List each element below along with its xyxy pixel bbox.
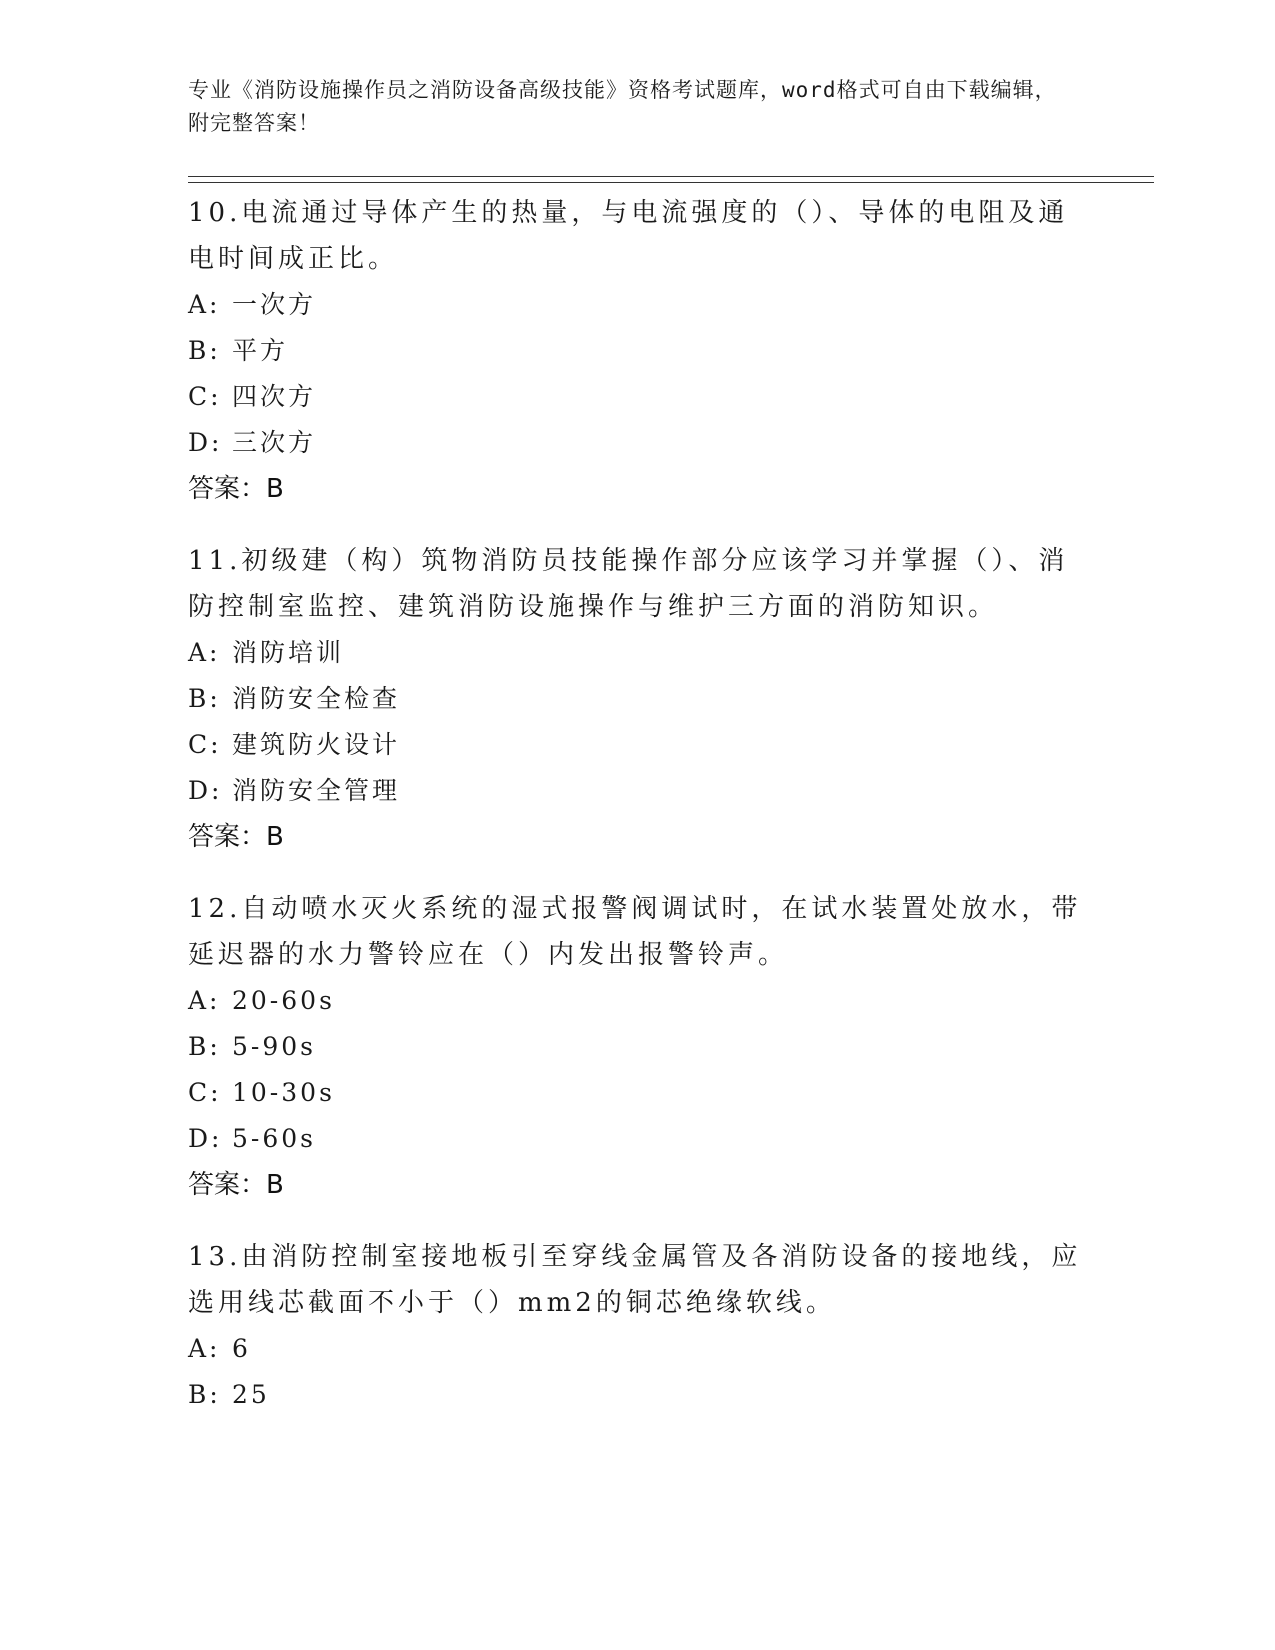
option-b bbox=[188, 676, 1088, 722]
question-11 bbox=[188, 538, 1088, 860]
option-text: 建筑防火设计 bbox=[232, 730, 401, 759]
option-text: 5-60s bbox=[232, 1124, 316, 1153]
question-list bbox=[188, 190, 1088, 1444]
option-text: 20-60s bbox=[232, 986, 335, 1015]
option-label: C: bbox=[188, 730, 222, 759]
option-text: 10-30s bbox=[232, 1078, 335, 1107]
option-a bbox=[188, 630, 1088, 676]
header-note: 专业《消防设施操作员之消防设备高级技能》资格考试题库，word格式可自由下载编辑，附完整答案！ bbox=[188, 78, 1057, 135]
option-a bbox=[188, 978, 1088, 1024]
option-a bbox=[188, 1326, 1088, 1372]
option-text: 一次方 bbox=[232, 290, 317, 319]
option-text: 消防安全管理 bbox=[232, 776, 401, 805]
option-label: D: bbox=[188, 1124, 223, 1153]
answer-line: 答案：B bbox=[188, 1170, 284, 1200]
option-label: B: bbox=[188, 684, 221, 713]
option-label: B: bbox=[188, 1380, 221, 1409]
option-text: 5-90s bbox=[232, 1032, 316, 1061]
option-label: D: bbox=[188, 428, 223, 457]
option-c bbox=[188, 374, 1088, 420]
option-label: A: bbox=[188, 290, 221, 319]
header-divider-top bbox=[188, 176, 1154, 177]
question-text: 13.由消防控制室接地板引至穿线金属管及各消防设备的接地线，应选用线芯截面不小于（）mm2的铜芯绝缘软线。 bbox=[188, 1242, 1082, 1318]
option-label: B: bbox=[188, 1032, 221, 1061]
option-b bbox=[188, 328, 1088, 374]
answer-line: 答案：B bbox=[188, 474, 284, 504]
option-d bbox=[188, 420, 1088, 466]
option-label: C: bbox=[188, 382, 222, 411]
option-text: 25 bbox=[232, 1380, 270, 1409]
question-text: 10.电流通过导体产生的热量，与电流强度的（）、导体的电阻及通电时间成正比。 bbox=[188, 198, 1069, 274]
option-text: 三次方 bbox=[232, 428, 317, 457]
question-10 bbox=[188, 190, 1088, 512]
question-text: 11.初级建（构）筑物消防员技能操作部分应该学习并掌握（）、消防控制室监控、建筑消防设施操作与维护三方面的消防知识。 bbox=[188, 546, 1069, 622]
option-text: 6 bbox=[232, 1334, 251, 1363]
option-d bbox=[188, 768, 1088, 814]
option-b bbox=[188, 1372, 1088, 1418]
option-text: 消防培训 bbox=[232, 638, 345, 667]
option-d bbox=[188, 1116, 1088, 1162]
question-13 bbox=[188, 1234, 1088, 1418]
question-12 bbox=[188, 886, 1088, 1208]
answer-line: 答案：B bbox=[188, 822, 284, 852]
option-label: D: bbox=[188, 776, 223, 805]
option-text: 四次方 bbox=[232, 382, 317, 411]
option-a bbox=[188, 282, 1088, 328]
header-divider-bottom bbox=[188, 182, 1154, 183]
question-text: 12.自动喷水灭火系统的湿式报警阀调试时，在试水装置处放水，带延迟器的水力警铃应在（）内发出报警铃声。 bbox=[188, 894, 1082, 970]
option-c bbox=[188, 1070, 1088, 1116]
option-label: A: bbox=[188, 638, 221, 667]
option-label: A: bbox=[188, 1334, 221, 1363]
option-c bbox=[188, 722, 1088, 768]
option-b bbox=[188, 1024, 1088, 1070]
option-label: B: bbox=[188, 336, 221, 365]
option-label: C: bbox=[188, 1078, 222, 1107]
option-label: A: bbox=[188, 986, 221, 1015]
option-text: 平方 bbox=[232, 336, 289, 365]
option-text: 消防安全检查 bbox=[232, 684, 401, 713]
